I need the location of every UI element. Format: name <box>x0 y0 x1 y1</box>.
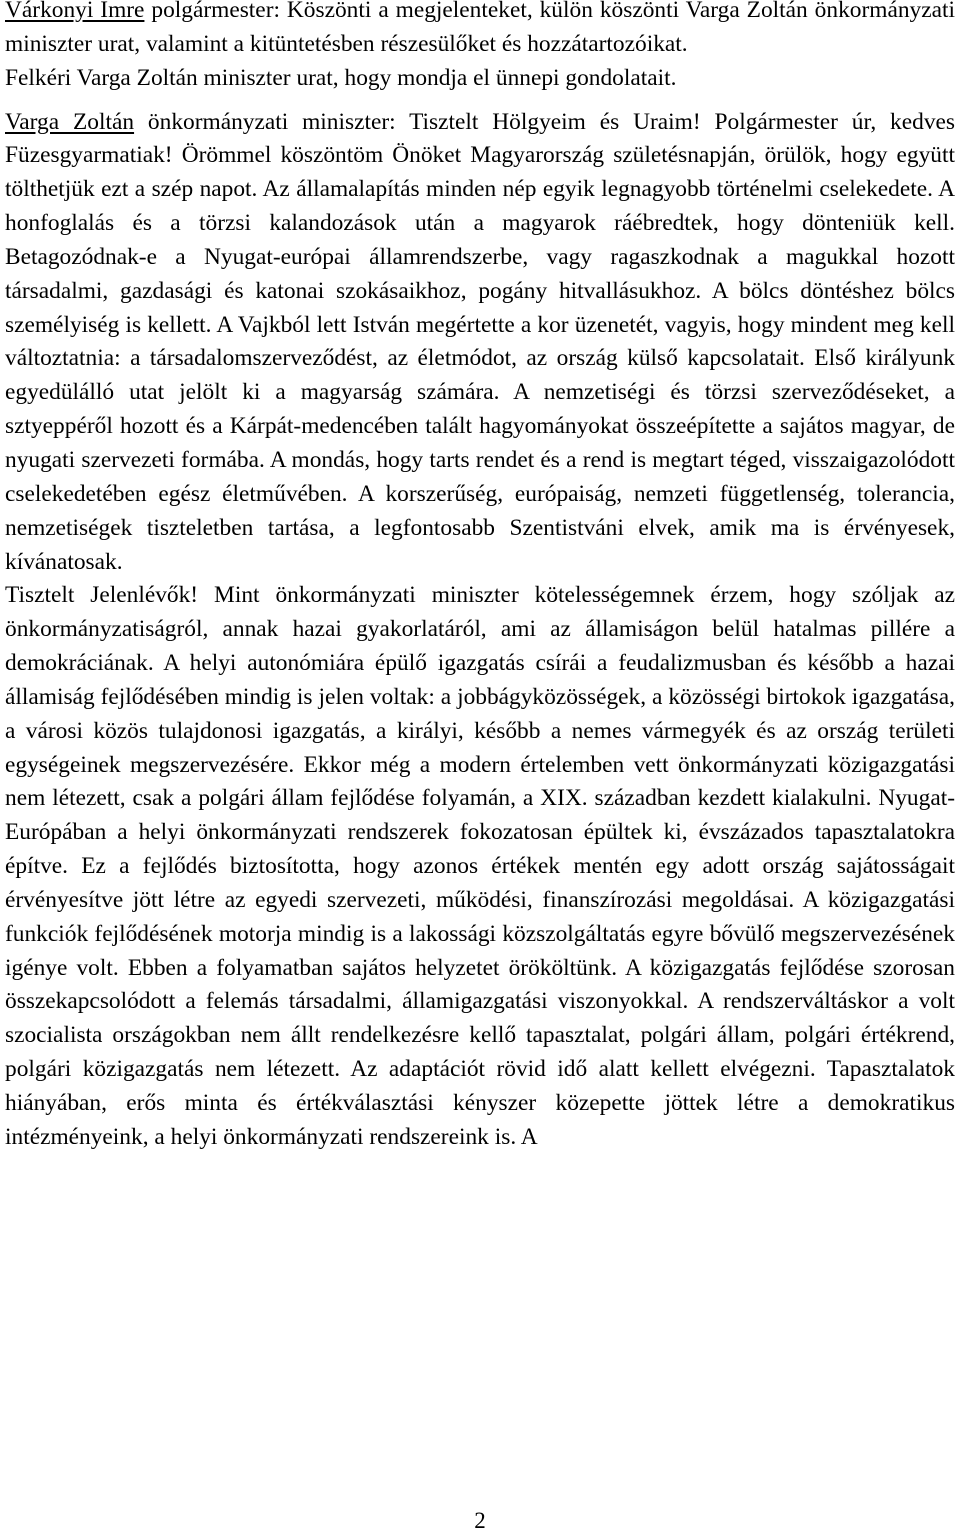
page-number: 2 <box>474 1508 486 1533</box>
paragraph-request <box>5 62 955 96</box>
paragraph-text: Felkéri Varga Zoltán miniszter urat, hogy mondja el ünnepi gondolatait. <box>5 64 677 91</box>
paragraph-text: Tisztelt Jelenlévők! Mint önkormányzati miniszter kötelességemnek érzem, hogy szóljak az önkormányzatiságról, annak hazai gyakorlatáról, ami az államiságon belül hatalmas pillére a demokráciának. A helyi autonómiára épülő igazgatás csírái a feudalizmusban és később a hazai államiság fejlődésében mindig is jelen voltak: a jobbágyközösségek, a közösségi birtokok igazgatása, a városi közös tulajdonosi igazgatás, a királyi, később a nemes vármegyék és az ország területi egységeinek megszervezésére. Ekkor még a modern értelemben vett önkormányzati közigazgatási nem létezett, csak a polgári állam fejlődése folyamán, a XIX. században kezdett kialakulni. Nyugat-Európában a helyi önkormányzati rendszerek fokozatosan épültek ki, évszázados tapasztalatokra építve. Ez a fejlődés biztosította, hogy azonos értékek mentén egy adott ország sajátosságait érvényesítve jött létre az egyedi szervezeti, működési, finanszírozási megoldásai. A közigazgatási funkciók fejlődésének motorja mindig is a lakossági közszolgáltatás egyre bővülő megszervezésének igénye volt. Ebben a folyamatban sajátos helyzetet örököltünk. A közigazgatás fejlődése szorosan összekapcsolódott a felemás társadalmi, államigazgatási viszonyokkal. A rendszerváltáskor a volt szocialista országokban nem állt rendelkezésre kellő tapasztalat, polgári állam, polgári értékrend, polgári közigazgatás nem létezett. Az adaptációt rövid idő alatt kellett elvégezni. Tapasztalatok hiányában, erős minta és értékválasztási kényszer közepette jöttek létre a demokratikus intézményeink, a helyi önkormányzati rendszereink is. A <box>5 582 955 1150</box>
paragraph-speech-continued <box>5 579 955 1154</box>
document-page <box>5 0 955 1155</box>
paragraph-text: önkormányzati miniszter: Tisztelt Hölgyeim és Uraim! Polgármester úr, kedves Füzesgyarmatiak! Örömmel köszöntöm Önöket Magyarország születésnapján, örülök, hogy együtt tölthetjük ezt a szép napot. Az államalapítás minden nép egyik legnagyobb történelmi cselekedete. A honfoglalás és a törzsi kalandozások után a magyarok ráébredtek, hogy dönteniük kell. Betagozódnak-e a Nyugat-európai államrendszerbe, vagy ragaszkodnak a magukkal hozott társadalmi, gazdasági és katonai szokásaikhoz, pogány hitvallásukhoz. A bölcs döntéshez bölcs személyiség is kellett. A Vajkból lett István megértette a kor üzenetét, vagyis, hogy mindent meg kell változtatnia: a társadalomszerveződést, az életmódot, az ország külső kapcsolatait. Első királyunk egyedülálló utat jelölt ki a magyarság számára. A nemzetiségi és törzsi szerveződéseket, a sztyeppéről hozott és a Kárpát-medencében talált hagyományokat összeépítette a sajátos magyar, de nyugati szervezeti formába. A mondás, hogy tarts rendet és a rend is megtart téged, visszaigazolódott cselekedetében egész életművében. A korszerűség, európaiság, nemzeti függetlenség, tolerancia, nemzetiségek tiszteletben tartása, a legfontosabb Szentistváni elvek, amik ma is érvényesek, kívánatosak. <box>5 108 956 575</box>
paragraph-speech <box>5 106 955 580</box>
paragraph-text: polgármester: Köszönti a megjelenteket, külön köszönti Varga Zoltán önkormányzati miniszter urat, valamint a kitüntetésben részesülőket és hozzátartozóikat. <box>5 0 955 57</box>
paragraph-opening <box>5 0 955 62</box>
speaker-name: Varga Zoltán <box>5 108 135 135</box>
speaker-name: Várkonyi Imre <box>5 0 145 23</box>
